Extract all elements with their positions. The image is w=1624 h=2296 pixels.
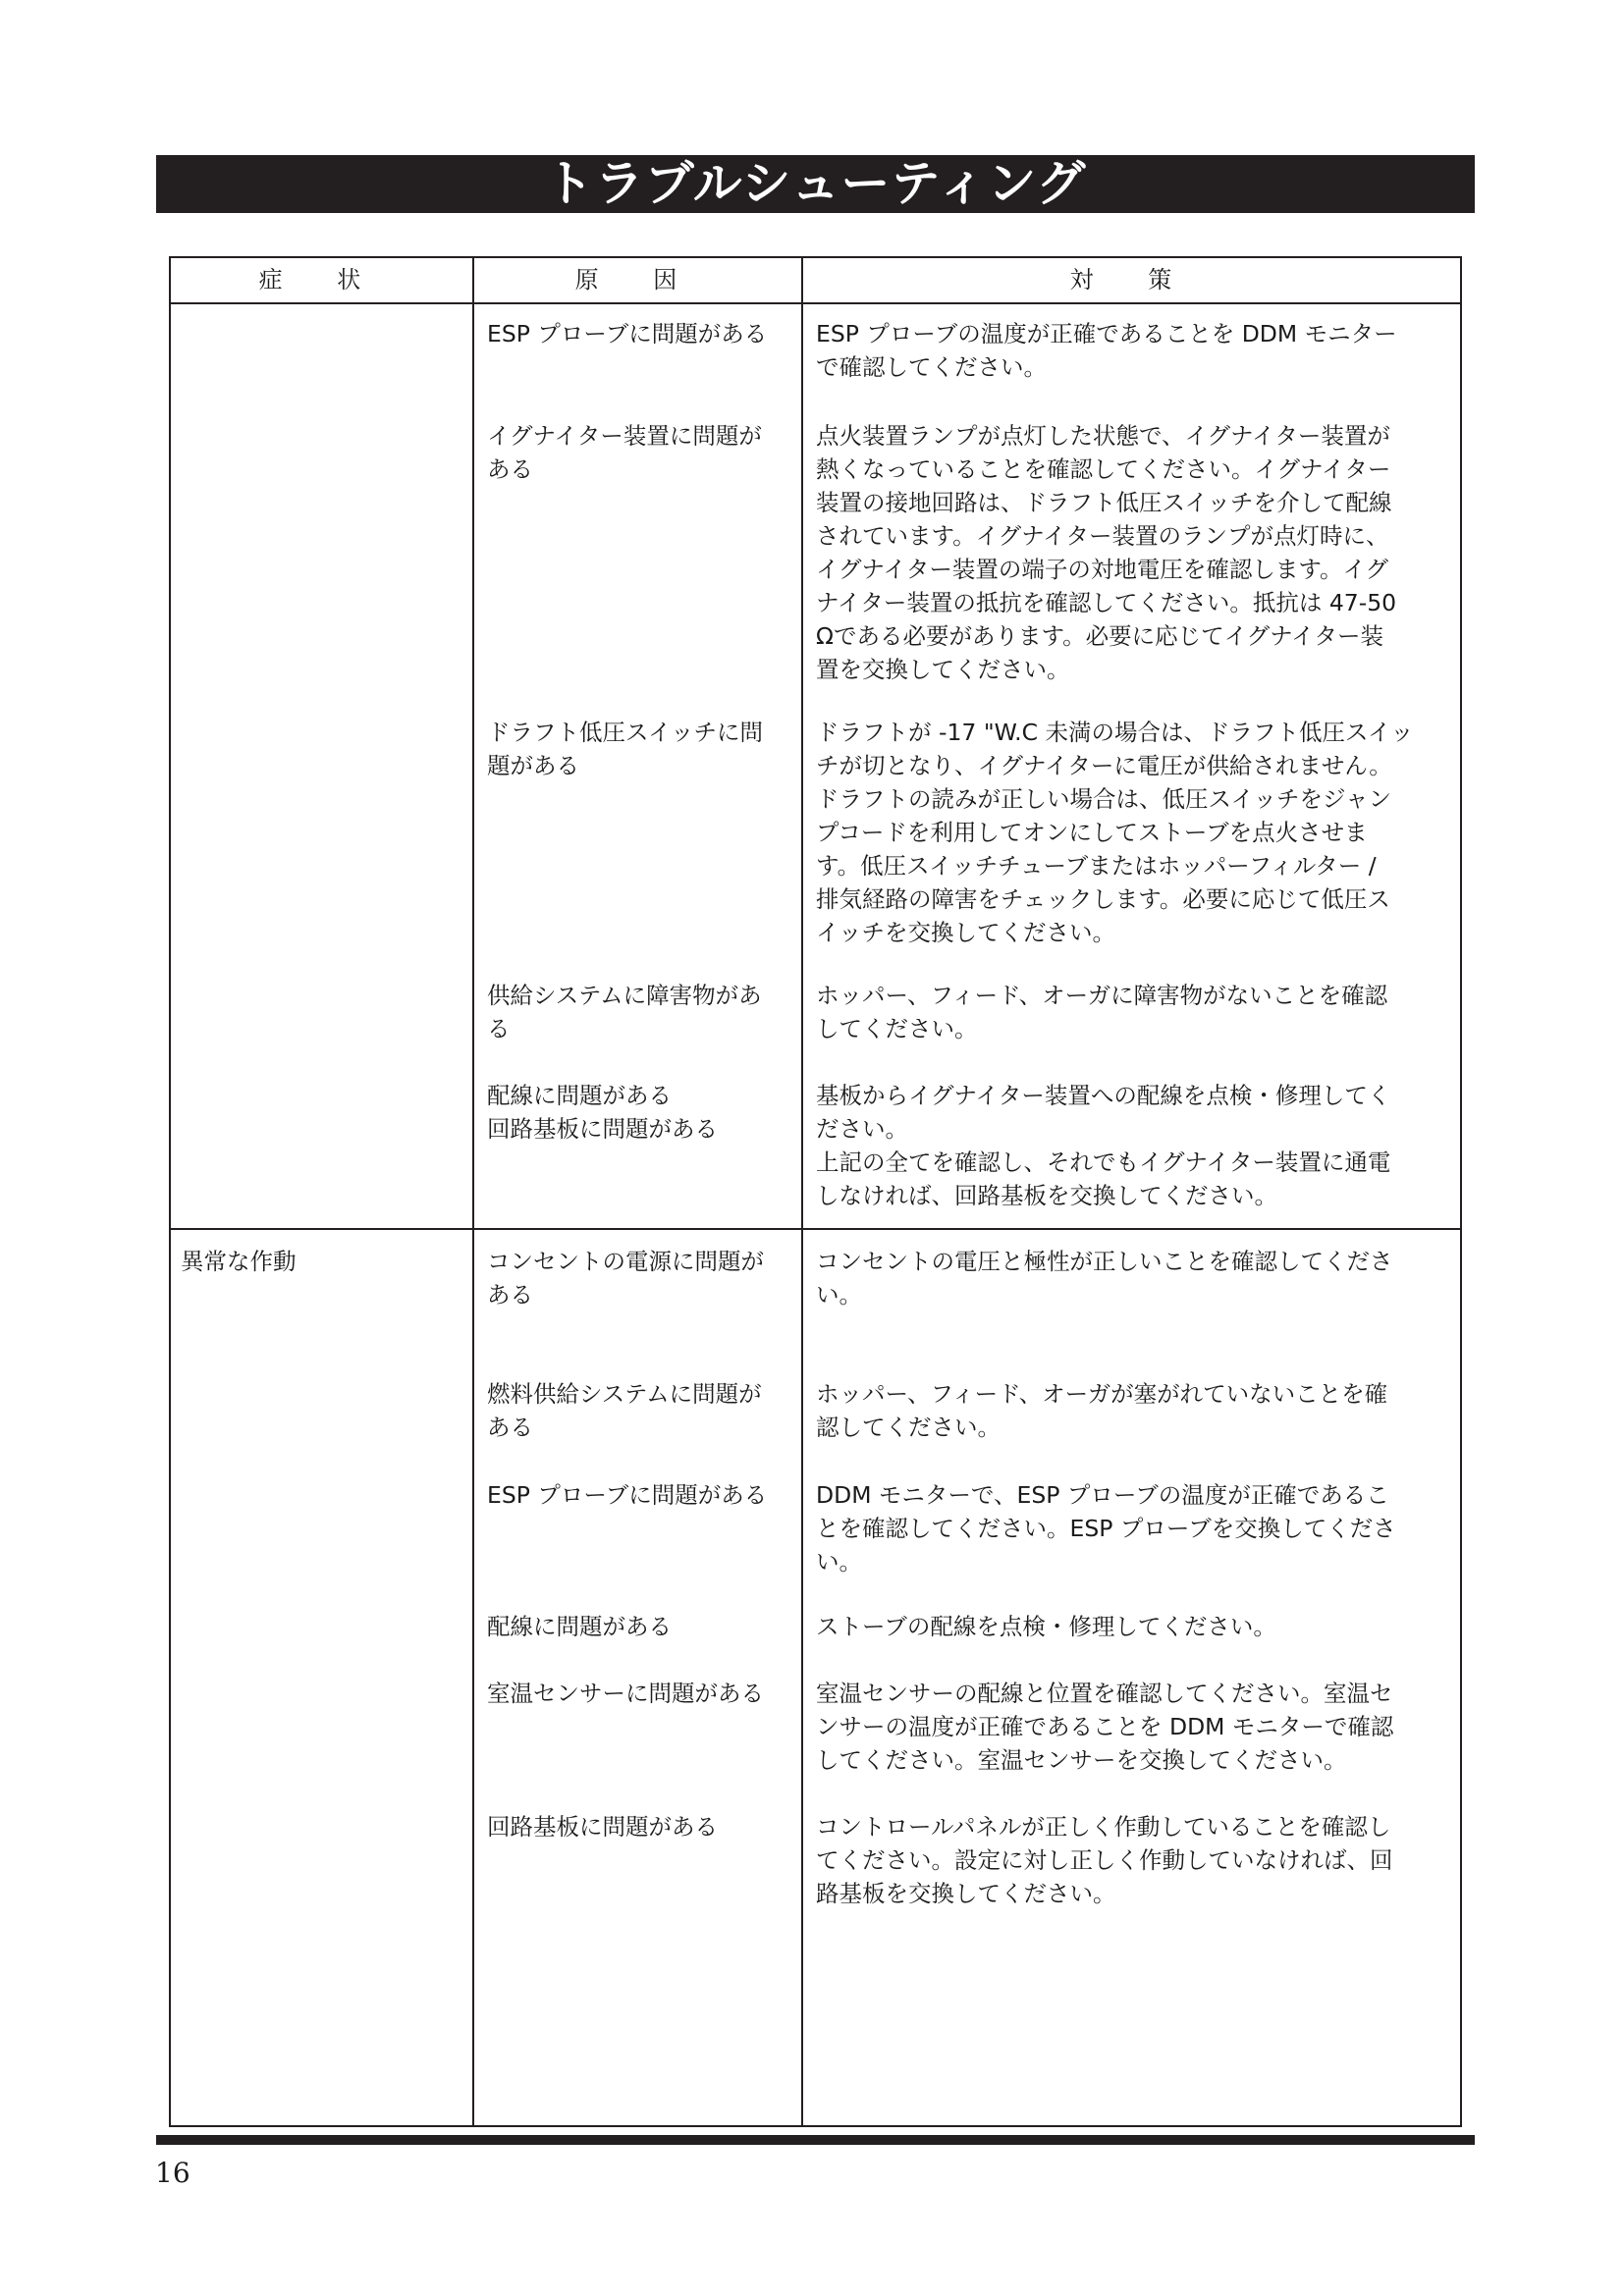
cause-cell: 配線に問題がある: [487, 1613, 672, 1640]
cause-cell: ドラフト低圧スイッチに問 題がある: [487, 719, 764, 779]
cause-cell: 室温センサーに問題がある: [487, 1680, 764, 1707]
solution-cell: ESP プローブの温度が正確であることを DDM モニター で確認してください。: [816, 320, 1397, 381]
column-divider-1: [472, 258, 474, 2125]
solution-cell: 室温センサーの配線と位置を確認してください。室温セ ンサーの温度が正確であることを DDM モニターで確認 してください。室温センサーを交換してください。: [816, 1680, 1394, 1774]
header-solution: 対 策: [1069, 266, 1196, 294]
symptom-cell: 異常な作動: [181, 1248, 297, 1275]
column-divider-2: [801, 258, 803, 2125]
cause-cell: 供給システムに障害物があ る: [487, 982, 762, 1042]
solution-cell: ホッパー、フィード、オーガに障害物がないことを確認 してください。: [816, 982, 1388, 1042]
header-symptom: 症 状: [258, 266, 385, 294]
cause-cell: ESP プローブに問題がある: [487, 1481, 768, 1509]
solution-cell: 点火装置ランプが点灯した状態で、イグナイター装置が 熱くなっていることを確認してください。イグナイター 装置の接地回路は、ドラフト低圧スイッチを介して配線 されています。イグナイター装置のランプが点灯時に、 イグナイター装置の端子の対地電圧を確認します。イグ ナイター装置の抵抗を確認してください。抵抗は 47-50 Ωである必要があります。必要に応じてイグナイター装 置を交換してください。: [816, 422, 1397, 683]
section-divider: [171, 1228, 1460, 1230]
footer-rule: [156, 2135, 1475, 2145]
cause-cell: 回路基板に問題がある: [487, 1813, 718, 1841]
solution-cell: DDM モニターで、ESP プローブの温度が正確であるこ とを確認してください。ESP プローブを交換してくださ い。: [816, 1481, 1396, 1575]
cause-cell: 配線に問題がある 回路基板に問題がある: [487, 1082, 718, 1143]
cause-cell: コンセントの電源に問題が ある: [487, 1248, 764, 1308]
troubleshooting-table: [169, 256, 1462, 2127]
header-cause: 原 因: [574, 266, 701, 294]
solution-cell: ストーブの配線を点検・修理してください。: [816, 1613, 1276, 1640]
page-number: 16: [155, 2157, 190, 2189]
cause-cell: 燃料供給システムに問題が ある: [487, 1380, 762, 1441]
solution-cell: 基板からイグナイター装置への配線を点検・修理してく ださい。 上記の全てを確認し、それでもイグナイター装置に通電 しなければ、回路基板を交換してください。: [816, 1082, 1391, 1209]
solution-cell: コンセントの電圧と極性が正しいことを確認してくださ い。: [816, 1248, 1393, 1308]
solution-cell: ホッパー、フィード、オーガが塞がれていないことを確 認してください。: [816, 1380, 1388, 1441]
cause-cell: ESP プローブに問題がある: [487, 320, 768, 347]
solution-cell: ドラフトが -17 "W.C 未満の場合は、ドラフト低圧スイッ チが切となり、イグナイターに電圧が供給されません。 ドラフトの読みが正しい場合は、低圧スイッチをジャン プコードを利用してオンにしてストーブを点火させま す。低圧スイッチチューブまたはホッパーフィルター / 排気経路の障害をチェックします。必要に応じて低圧ス イッチを交換してください。: [816, 719, 1414, 946]
header-divider: [171, 302, 1460, 304]
cause-cell: イグナイター装置に問題が ある: [487, 422, 762, 483]
solution-cell: コントロールパネルが正しく作動していることを確認し てください。設定に対し正しく作動していなければ、回 路基板を交換してください。: [816, 1813, 1393, 1907]
page-title: トラブルシューティング: [156, 155, 1475, 213]
